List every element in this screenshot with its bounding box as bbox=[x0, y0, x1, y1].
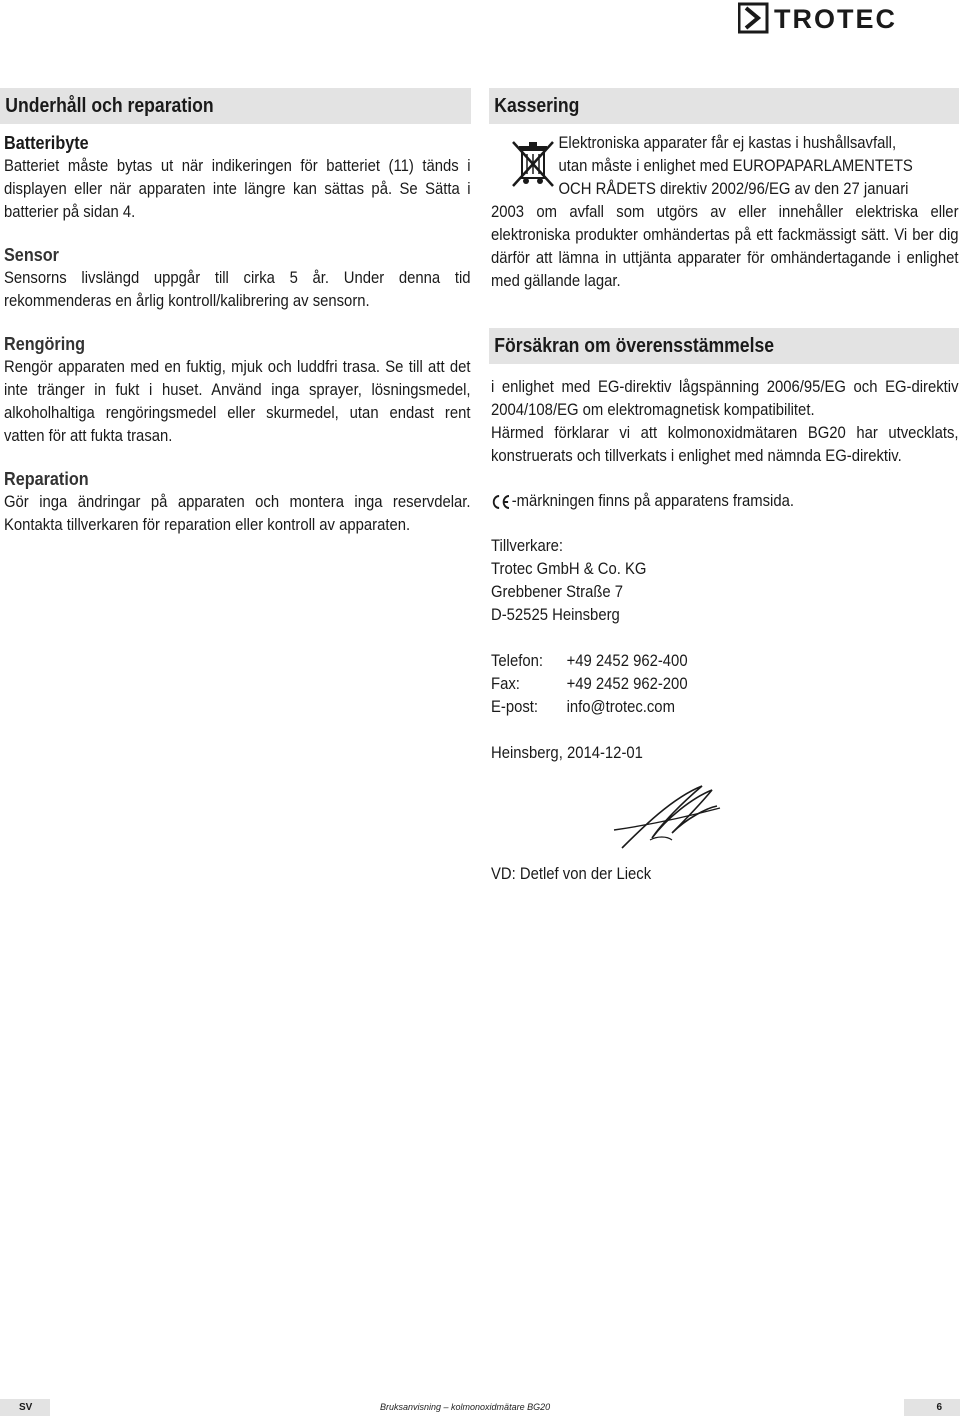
contact-email-row bbox=[491, 696, 959, 719]
logo-text: TROTEC bbox=[774, 4, 897, 34]
disposal-line-2: utan måste i enlighet med EUROPAPARLAMENTETS bbox=[558, 157, 913, 175]
repair-text: Gör inga ändringar på apparaten och montera inga reservdelar. Kontakta tillverkaren för reparation eller kontroll av apparaten. bbox=[4, 493, 471, 534]
manufacturer-city: D-52525 Heinsberg bbox=[491, 606, 620, 624]
battery-text: Batteriet måste bytas ut när indikeringen för batteriet (11) tänds i displayen eller när apparaten inte längre kan sättas på. Se Sätta i batterier på sidan 4. bbox=[4, 157, 471, 221]
repair-heading: Reparation bbox=[4, 469, 89, 489]
battery-heading: Batteribyte bbox=[4, 133, 89, 153]
maintenance-column bbox=[0, 88, 471, 537]
page-footer bbox=[0, 1399, 960, 1416]
ce-marking-line bbox=[491, 490, 959, 513]
disposal-header bbox=[489, 88, 959, 124]
conformity-title: Försäkran om överensstämmelse bbox=[489, 328, 956, 364]
contact-phone-row bbox=[491, 650, 959, 673]
phone-value: +49 2452 962-400 bbox=[566, 652, 688, 670]
ce-mark-icon bbox=[491, 493, 511, 511]
signatory: VD: Detlef von der Lieck bbox=[491, 865, 652, 883]
disposal-text: 2003 om avfall som utgörs av eller innehåller elektriska eller elektroniska produkter omhändertas på ett fackmässigt sätt. Vi ber dig därför att lämna in uttjänta apparater för omhändertagande i enlighet med gällande lagar. bbox=[491, 203, 959, 290]
phone-label: Telefon: bbox=[491, 652, 544, 670]
place-date: Heinsberg, 2014-12-01 bbox=[491, 744, 643, 762]
manufacturer-street: Grebbener Straße 7 bbox=[491, 583, 624, 601]
disposal-column bbox=[489, 88, 959, 886]
footer-language: SV bbox=[4, 1399, 50, 1416]
ce-marking-text: -märkningen finns på apparatens framsida. bbox=[511, 492, 795, 510]
sensor-heading: Sensor bbox=[4, 245, 59, 265]
email-label: E-post: bbox=[491, 698, 539, 716]
maintenance-title: Underhåll och reparation bbox=[0, 88, 468, 124]
footer-page-number: 6 bbox=[936, 1402, 942, 1413]
disposal-title: Kassering bbox=[489, 88, 956, 124]
signature-image bbox=[612, 778, 722, 858]
cleaning-heading: Rengöring bbox=[4, 334, 85, 354]
trotec-logo bbox=[738, 2, 952, 34]
conformity-declaration: Härmed förklarar vi att kolmonoxidmätaren BG20 har utvecklats, konstruerats och tillverkats i enlighet med nämnda EG-direktiv. bbox=[491, 424, 959, 465]
disposal-line-3: OCH RÅDETS direktiv 2002/96/EG av den 27 januari bbox=[558, 180, 909, 198]
cleaning-text: Rengör apparaten med en fuktig, mjuk och luddfri trasa. Se till att det inte tränger in fukt i huset. Använd inga sprayer, lösningsmedel, alkoholhaltiga rengöringsmedel eller skurmedel, utan endast rent vatten för att fukta trasan. bbox=[4, 358, 471, 445]
manufacturer-name: Trotec GmbH & Co. KG bbox=[491, 560, 647, 578]
sensor-text: Sensorns livslängd uppgår till cirka 5 år. Under denna tid rekommenderas en årlig kontroll/kalibrering av sensorn. bbox=[4, 269, 471, 310]
conformity-directives: i enlighet med EG-direktiv lågspänning 2006/95/EG och EG-direktiv 2004/108/EG om elektromagnetisk kompatibilitet. bbox=[491, 378, 959, 419]
email-value: info@trotec.com bbox=[566, 698, 675, 716]
contact-fax-row bbox=[491, 673, 959, 696]
conformity-header bbox=[489, 328, 959, 364]
footer-doc-title: Bruksanvisning – kolmonoxidmätare BG20 bbox=[380, 1402, 551, 1412]
disposal-line-1: Elektroniska apparater får ej kastas i hushållsavfall, bbox=[558, 134, 897, 152]
maintenance-header bbox=[0, 88, 471, 124]
fax-value: +49 2452 962-200 bbox=[566, 675, 688, 693]
manufacturer-label: Tillverkare: bbox=[491, 537, 564, 555]
fax-label: Fax: bbox=[491, 675, 520, 693]
